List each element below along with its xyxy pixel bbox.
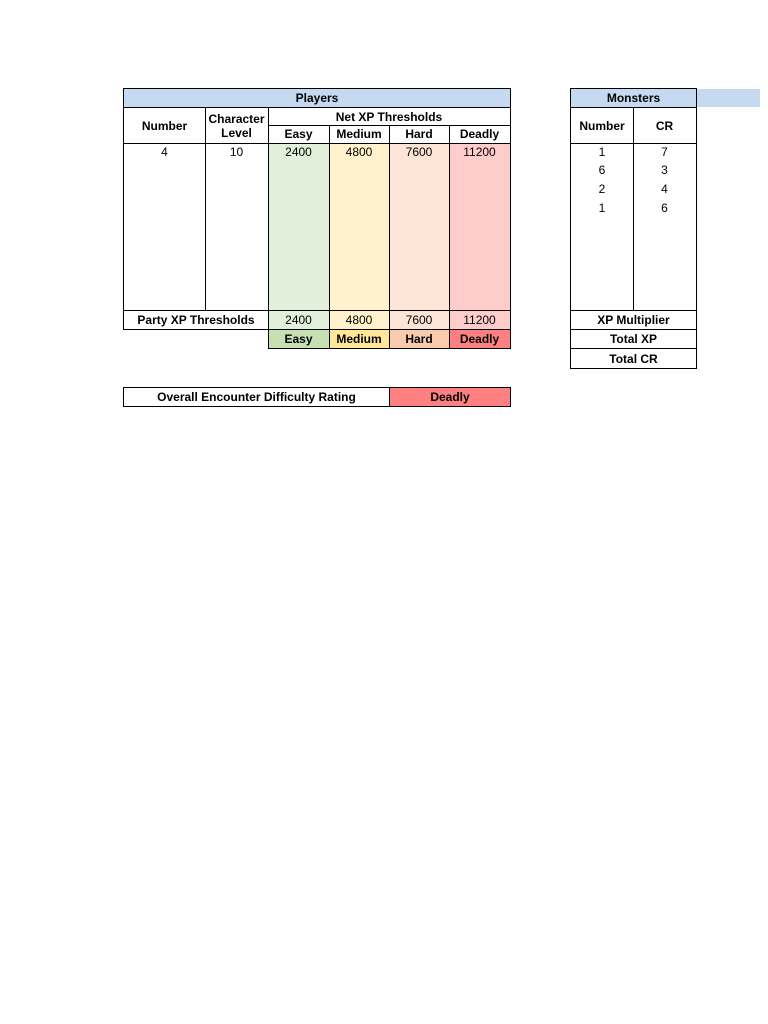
monster-cr-3: 4 (661, 182, 668, 196)
grid-line (123, 143, 511, 144)
monsters-title-overflow (696, 89, 760, 107)
monster-number-4: 1 (598, 201, 606, 215)
grid-line (696, 88, 697, 369)
monster-cr-1: 7 (661, 145, 668, 159)
grid-line (570, 143, 697, 144)
deadly-header: Deadly (459, 127, 500, 141)
players-number-header: Number (141, 118, 188, 133)
monsters-number-header: Number (579, 118, 625, 133)
grid-line (449, 125, 450, 349)
grid-line (268, 108, 269, 349)
players-title: Players (123, 88, 511, 108)
monsters-title: Monsters (570, 88, 697, 108)
easy-value: 2400 (285, 145, 312, 159)
overall-rating-label: Overall Encounter Difficulty Rating (123, 387, 389, 407)
monster-cr-2: 3 (661, 163, 668, 177)
party-hard-value: 7600 (389, 311, 449, 329)
easy-header: Easy (284, 127, 313, 141)
xp-multiplier-label: XP Multiplier (597, 313, 670, 327)
net-xp-thresholds-header: Net XP Thresholds (335, 109, 443, 124)
grid-line (570, 88, 571, 369)
party-medium-value: 4800 (329, 311, 389, 329)
grid-line (123, 88, 124, 330)
grid-line (570, 368, 697, 369)
monster-number-3: 2 (598, 182, 606, 196)
party-easy-value: 2400 (268, 311, 329, 329)
character-level-value: 10 (229, 145, 244, 159)
monster-number-1: 1 (598, 145, 606, 159)
deadly-column-bg (449, 143, 510, 311)
hard-value: 7600 (405, 145, 433, 159)
footer-hard-label: Hard (389, 329, 449, 348)
grid-line (329, 125, 330, 349)
monsters-cr-header: CR (655, 118, 674, 133)
grid-line (123, 329, 511, 330)
character-level-header: Character Level (208, 111, 265, 140)
grid-line (570, 329, 697, 330)
footer-easy-label: Easy (268, 329, 329, 348)
grid-line (389, 125, 390, 349)
players-number-value: 4 (161, 145, 168, 159)
grid-line (633, 108, 634, 311)
grid-line (570, 310, 697, 311)
grid-line (268, 348, 511, 349)
grid-line (205, 108, 206, 311)
medium-value: 4800 (345, 145, 373, 159)
footer-medium-label: Medium (329, 329, 389, 348)
medium-header: Medium (336, 127, 382, 141)
medium-column-bg (329, 143, 389, 311)
deadly-value: 11200 (463, 145, 496, 159)
total-cr-label: Total CR (609, 351, 658, 366)
hard-header: Hard (405, 127, 433, 141)
grid-line (123, 310, 511, 311)
footer-deadly-label: Deadly (449, 329, 510, 348)
overall-rating-value: Deadly (389, 387, 511, 407)
monster-number-2: 6 (598, 163, 606, 177)
grid-line (570, 348, 697, 349)
easy-column-bg (268, 143, 329, 311)
party-deadly-value: 11200 (449, 311, 510, 329)
grid-line (268, 125, 511, 126)
monster-cr-4: 6 (661, 201, 668, 215)
hard-column-bg (389, 143, 449, 311)
party-xp-thresholds-label: Party XP Thresholds (137, 313, 255, 327)
total-xp-label: Total XP (609, 332, 658, 346)
